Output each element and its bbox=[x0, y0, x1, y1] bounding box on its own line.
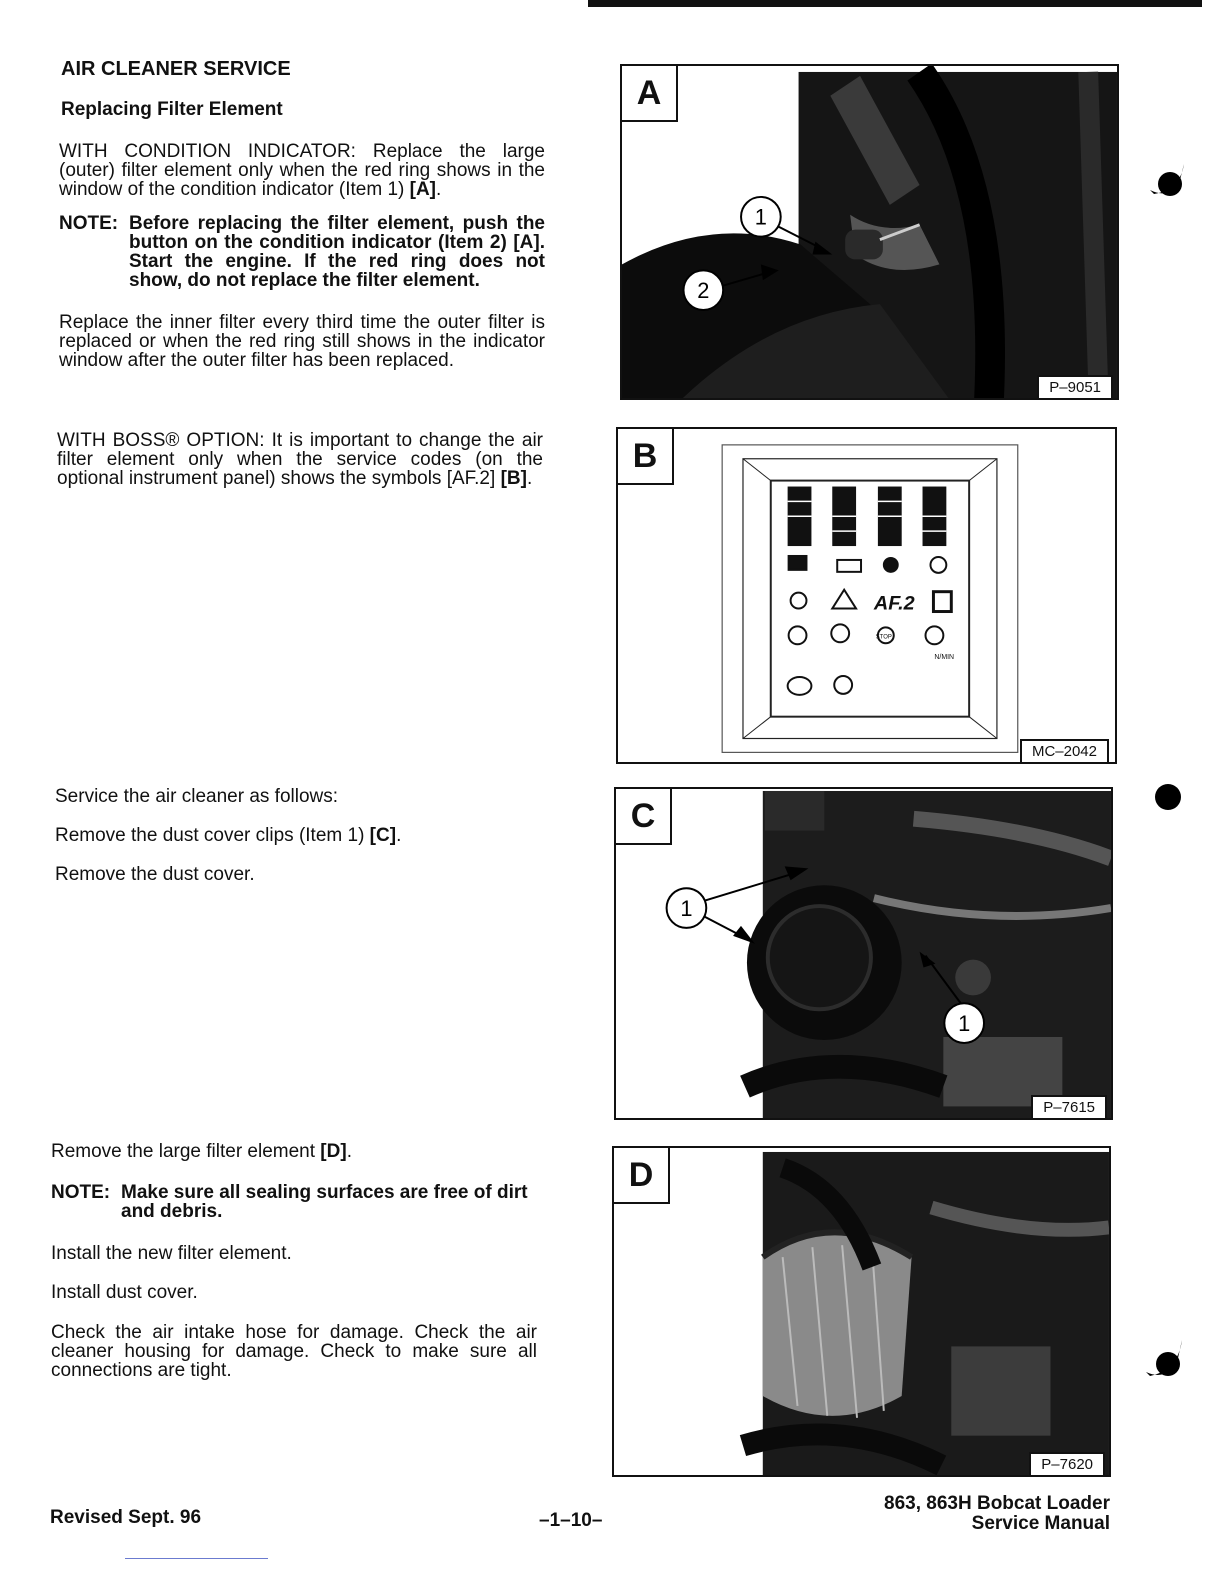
callout-layer bbox=[616, 789, 1111, 1119]
stop-label: STOP bbox=[875, 634, 892, 641]
note-label: NOTE: bbox=[51, 1182, 111, 1203]
period: . bbox=[396, 825, 402, 846]
photo-code: MC–2042 bbox=[1020, 739, 1109, 764]
manual-title bbox=[884, 1494, 1110, 1534]
period: . bbox=[526, 468, 533, 489]
callout-layer bbox=[622, 66, 1117, 399]
instrument-panel-drawing bbox=[618, 429, 1115, 763]
photo-code: P–7620 bbox=[1029, 1452, 1105, 1477]
top-rule bbox=[588, 0, 1202, 7]
figure-b bbox=[616, 427, 1117, 764]
photo-code: P–7615 bbox=[1031, 1095, 1107, 1120]
paragraph-text: WITH BOSS® OPTION: It is important to change the air filter element only when the service codes (on the optional instrument panel) shows the symbols [AF.2] bbox=[57, 430, 543, 489]
paragraph-text: WITH CONDITION INDICATOR: Replace the large (outer) filter element only when the red ring shows in the window of the condition indicator (Item 1) bbox=[59, 141, 545, 200]
paragraph-condition-indicator bbox=[59, 142, 545, 199]
figure-label: C bbox=[614, 787, 672, 845]
subsection-heading: Replacing Filter Element bbox=[61, 99, 283, 120]
note-condition-indicator bbox=[59, 214, 545, 290]
model-name: 863, 863H Bobcat Loader bbox=[884, 1493, 1110, 1514]
callout-number: 1 bbox=[754, 204, 767, 230]
step-install-cover: Install dust cover. bbox=[51, 1282, 198, 1303]
callout-number: 1 bbox=[680, 895, 693, 921]
callout-number: 2 bbox=[697, 278, 710, 304]
note-sealing-surfaces bbox=[51, 1183, 537, 1221]
paragraph-boss-option bbox=[57, 431, 543, 488]
revision-date: Revised Sept. 96 bbox=[50, 1507, 202, 1528]
figure-label: B bbox=[616, 427, 674, 485]
binder-hole-mark bbox=[1140, 773, 1186, 819]
step-install-filter: Install the new filter element. bbox=[51, 1243, 292, 1264]
bottom-rule bbox=[125, 1558, 268, 1559]
service-code-display: AF.2 bbox=[873, 592, 915, 615]
binder-hole-mark bbox=[1138, 1338, 1184, 1384]
note-label: NOTE: bbox=[59, 213, 119, 234]
service-intro: Service the air cleaner as follows: bbox=[55, 786, 339, 807]
note-text: Before replacing the filter element, push the button on the condition indicator (Item 2) [A]. Start the engine. If the red ring does not show, do not replace the filter element. bbox=[129, 213, 545, 291]
figure-d bbox=[612, 1146, 1111, 1477]
figure-a bbox=[620, 64, 1119, 400]
paragraph-inner-filter: Replace the inner filter every third time the outer filter is replaced or when the red ring still shows in the indicator window after the outer filter has been replaced. bbox=[59, 312, 545, 371]
figure-c bbox=[614, 787, 1113, 1120]
filter-element-photo bbox=[614, 1148, 1109, 1476]
figure-label: A bbox=[620, 64, 678, 122]
period: . bbox=[436, 179, 442, 200]
nmin-label: N/MIN bbox=[934, 654, 955, 662]
callout-number: 1 bbox=[958, 1011, 971, 1037]
step-check-hoses: Check the air intake hose for damage. Check the air cleaner housing for damage. Check to make sure all connections are tight. bbox=[51, 1322, 537, 1381]
note-text: Make sure all sealing surfaces are free of dirt and debris. bbox=[121, 1182, 528, 1222]
figure-ref-d: [D] bbox=[320, 1141, 347, 1162]
photo-code: P–9051 bbox=[1037, 375, 1113, 400]
figure-ref-c: [C] bbox=[369, 825, 397, 846]
figure-ref-b: [B] bbox=[500, 468, 527, 489]
step-remove-clips bbox=[55, 826, 401, 845]
figure-label: D bbox=[612, 1146, 670, 1204]
section-heading: AIR CLEANER SERVICE bbox=[61, 58, 291, 80]
period: . bbox=[346, 1141, 352, 1162]
manual-name: Service Manual bbox=[971, 1513, 1110, 1534]
step-remove-large-filter bbox=[51, 1142, 352, 1161]
binder-hole-mark bbox=[1140, 160, 1186, 206]
figure-ref-a: [A] bbox=[409, 179, 437, 200]
page-number: –1–10– bbox=[539, 1510, 603, 1531]
step-text: Remove the large filter element bbox=[51, 1141, 321, 1162]
step-text: Remove the dust cover clips (Item 1) bbox=[55, 825, 370, 846]
step-remove-cover: Remove the dust cover. bbox=[55, 864, 255, 885]
